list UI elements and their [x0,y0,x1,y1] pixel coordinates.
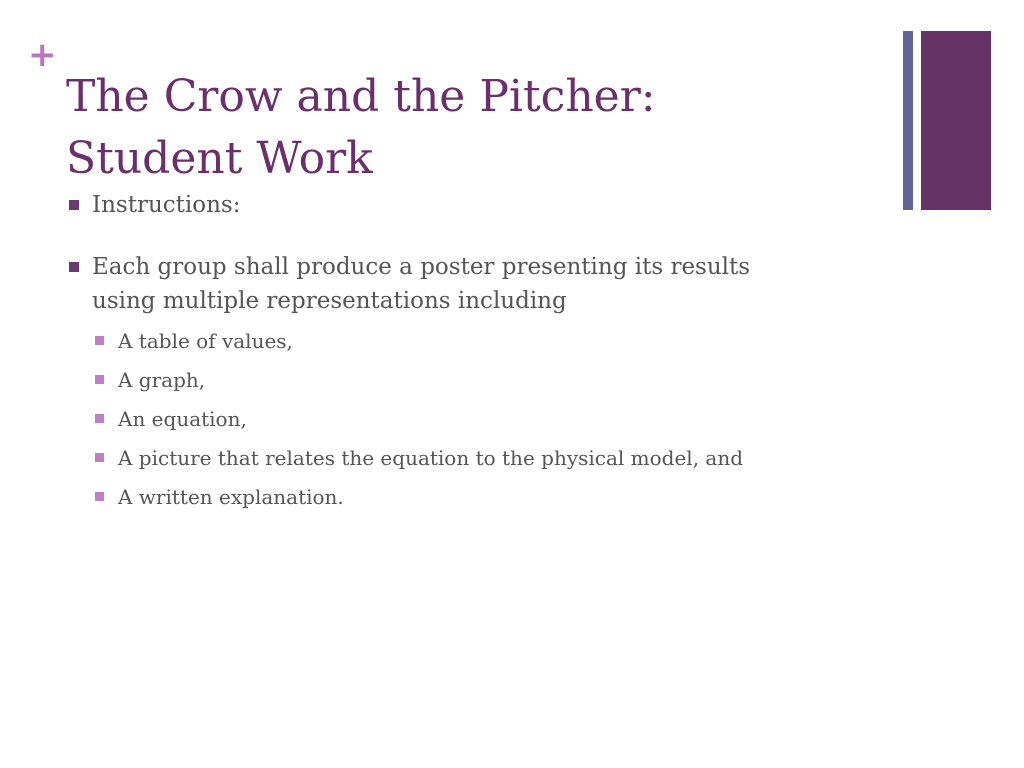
bullet-text-line-2: using multiple representations including [92,288,567,314]
sub-bullet-table [66,322,866,361]
slide-body [66,188,866,517]
bullet-poster-task [66,250,866,318]
bullet-instructions [66,188,866,222]
sub-bullet-text: A table of values, [118,329,293,353]
square-sub-bullet-icon [95,375,104,384]
square-bullet-icon [69,200,79,210]
title-line-2: Student Work [66,133,373,184]
slide-title [66,66,656,190]
square-sub-bullet-icon [95,414,104,423]
bullet-text-line-1: Each group shall produce a poster presenting its results [92,254,751,280]
square-sub-bullet-icon [95,336,104,345]
square-bullet-icon [69,262,79,272]
decorative-bar-thin [903,31,913,210]
plus-icon: + [28,35,57,75]
sub-bullet-text: A written explanation. [118,485,344,509]
title-line-1: The Crow and the Pitcher: [66,71,656,122]
square-sub-bullet-icon [95,453,104,462]
sub-bullet-text: An equation, [118,407,247,431]
sub-bullet-picture [66,439,866,478]
sub-bullet-explanation [66,478,866,517]
sub-bullet-text: A graph, [118,368,206,392]
sub-bullet-text: A picture that relates the equation to the physical model, and [118,446,744,470]
sub-bullet-graph [66,361,866,400]
sub-bullet-equation [66,400,866,439]
decorative-bar-thick [921,31,991,210]
square-sub-bullet-icon [95,492,104,501]
bullet-text: Instructions: [92,192,241,218]
